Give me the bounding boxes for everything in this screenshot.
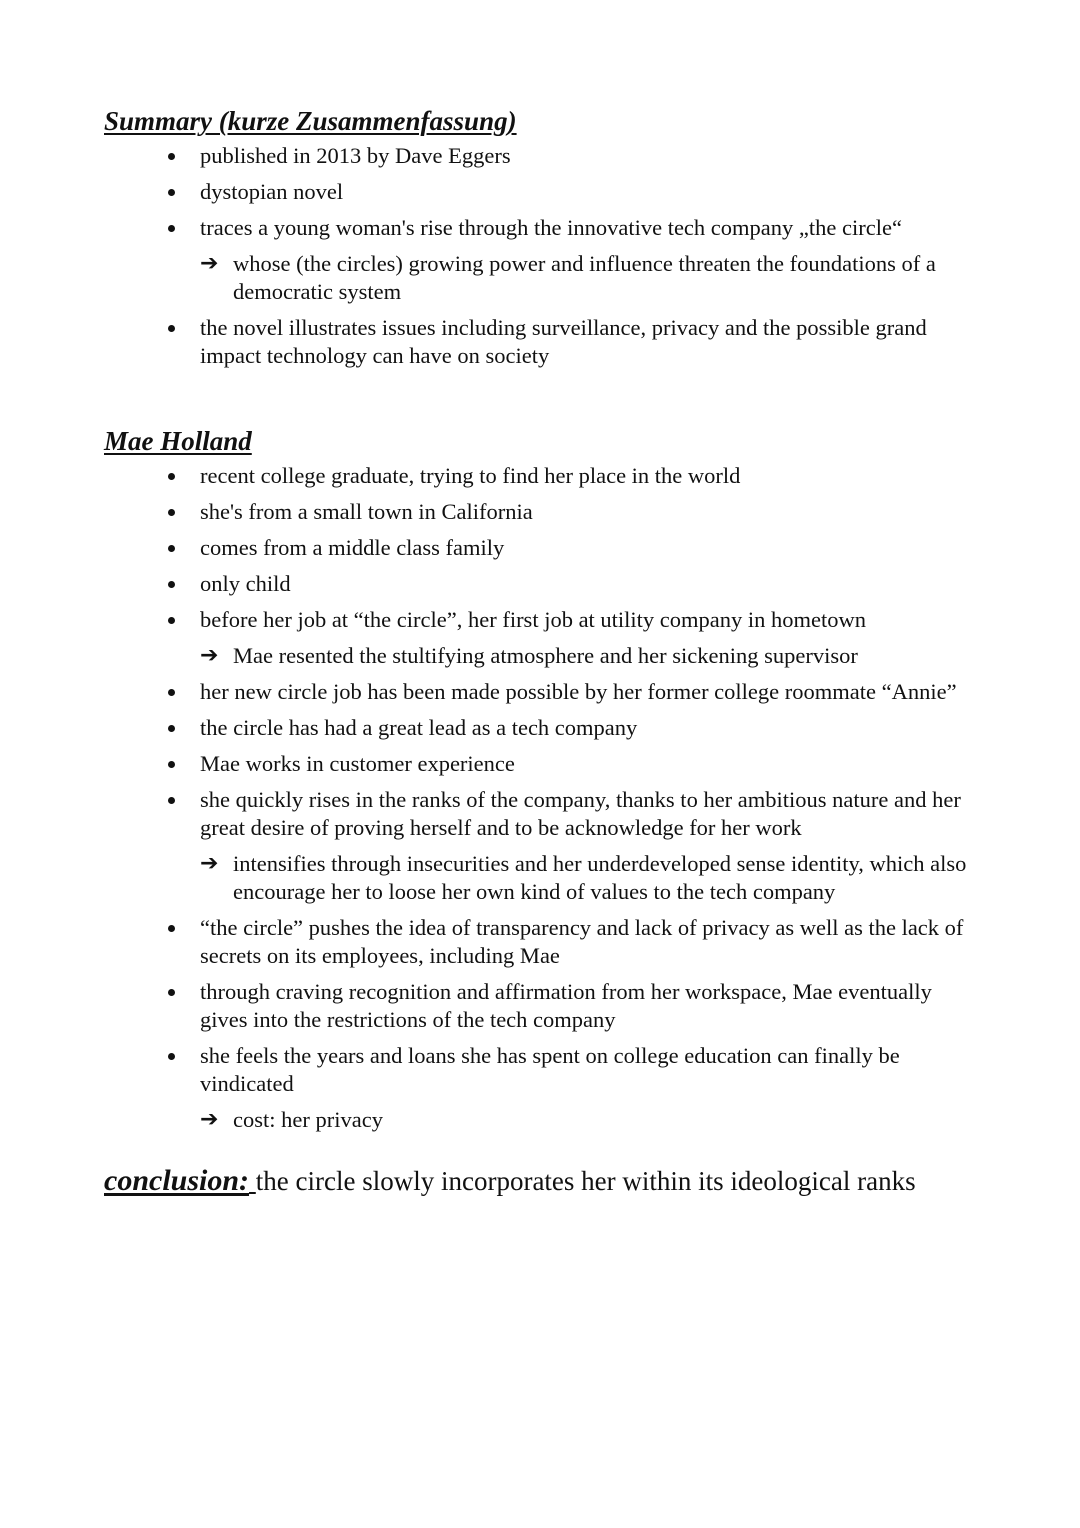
list-item: comes from a middle class family	[200, 534, 970, 562]
bullet-icon	[168, 761, 175, 768]
sub-point: ➔ whose (the circles) growing power and influence threaten the foundations of a democratic system	[200, 251, 936, 304]
mae-holland-heading: Mae Holland	[104, 426, 252, 456]
bullet-icon	[168, 545, 175, 552]
list-item: she's from a small town in California	[200, 498, 970, 526]
summary-heading: Summary (kurze Zusammenfassung)	[104, 106, 517, 136]
bullet-icon	[168, 989, 175, 996]
list-item: the circle has had a great lead as a tech company	[200, 714, 970, 742]
list-item: Mae works in customer experience	[200, 750, 970, 778]
list-item: “the circle” pushes the idea of transparency and lack of privacy as well as the lack of secrets on its employees, including Mae	[200, 914, 970, 970]
list-item: she quickly rises in the ranks of the company, thanks to her ambitious nature and her great desire of proving herself and to be acknowledge for her work ➔ intensifies through insecurities and her underdeveloped sense identity, which also encourage her to loose her own kind of values to the tech company	[200, 786, 970, 906]
conclusion-text: the circle slowly incorporates her within its ideological ranks	[255, 1166, 916, 1196]
bullet-icon	[168, 225, 175, 232]
list-item: traces a young woman's rise through the innovative tech company „the circle“ ➔ whose (the circles) growing power and influence threaten the foundations of a democratic system	[200, 214, 970, 306]
list-item: dystopian novel	[200, 178, 970, 206]
list-item: before her job at “the circle”, her first job at utility company in hometown ➔ Mae resented the stultifying atmosphere and her sickening supervisor	[200, 606, 970, 670]
list-item: only child	[200, 570, 970, 598]
bullet-icon	[168, 509, 175, 516]
right-arrow-icon: ➔	[200, 1107, 219, 1132]
bullet-icon	[168, 473, 175, 480]
list-item: through craving recognition and affirmation from her workspace, Mae eventually gives into the restrictions of the tech company	[200, 978, 970, 1034]
bullet-icon	[168, 797, 175, 804]
bullet-icon	[168, 189, 175, 196]
bullet-icon	[168, 1053, 175, 1060]
bullet-icon	[168, 725, 175, 732]
right-arrow-icon: ➔	[200, 251, 219, 276]
right-arrow-icon: ➔	[200, 851, 219, 876]
list-item: published in 2013 by Dave Eggers	[200, 142, 970, 170]
list-item: she feels the years and loans she has spent on college education can finally be vindicated ➔ cost: her privacy	[200, 1042, 970, 1134]
bullet-icon	[168, 617, 175, 624]
bullet-icon	[168, 689, 175, 696]
bullet-icon	[168, 153, 175, 160]
sub-point: ➔ Mae resented the stultifying atmosphere and her sickening supervisor	[200, 643, 858, 668]
sub-point: ➔ intensifies through insecurities and her underdeveloped sense identity, which also encourage her to loose her own kind of values to the tech company	[200, 851, 967, 904]
list-item: her new circle job has been made possible by her former college roommate “Annie”	[200, 678, 970, 706]
conclusion-label: conclusion:	[104, 1164, 250, 1197]
bullet-icon	[168, 581, 175, 588]
right-arrow-icon: ➔	[200, 643, 219, 668]
summary-list	[104, 142, 970, 370]
sub-point: ➔ cost: her privacy	[200, 1107, 383, 1132]
list-item: the novel illustrates issues including surveillance, privacy and the possible grand impact technology can have on society	[200, 314, 970, 370]
bullet-icon	[168, 925, 175, 932]
list-item: recent college graduate, trying to find her place in the world	[200, 462, 970, 490]
bullet-icon	[168, 325, 175, 332]
conclusion-line	[104, 1164, 970, 1198]
mae-list	[104, 462, 970, 1134]
